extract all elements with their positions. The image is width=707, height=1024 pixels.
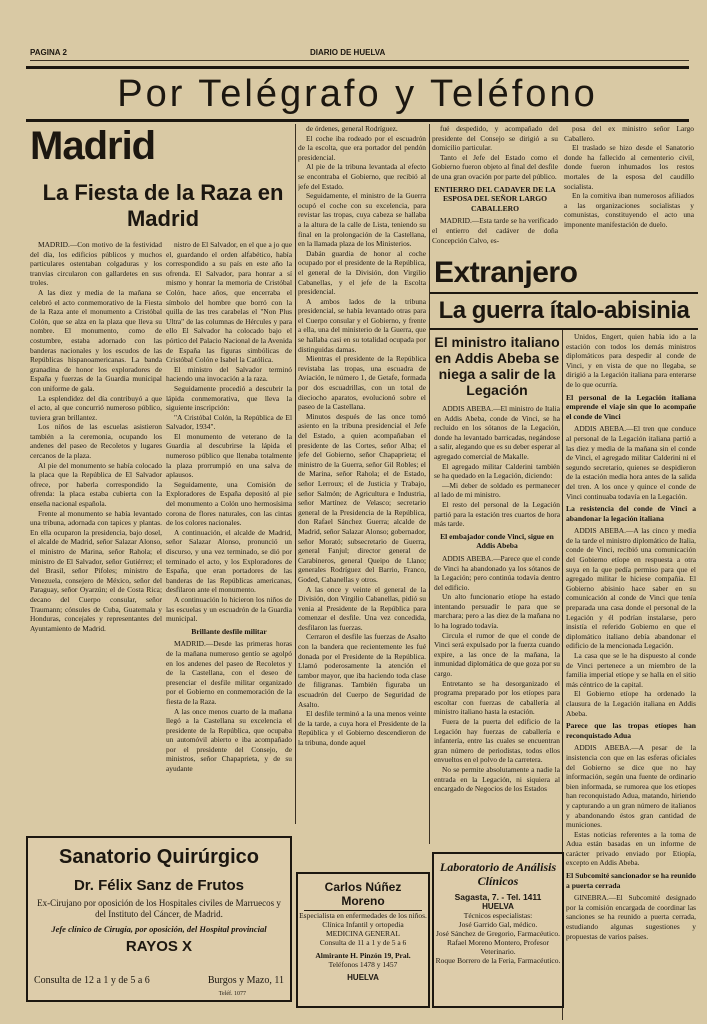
paragraph: MADRID.—Desde las primeras horas de la mañana numeroso gentío se agolpó en los andenes del paseo de Recoletos y de la Castellana, con el deseo de presenciar el desfile militar organizado por el Gobierno en conmemoración de la fiesta de la Raza. [166, 639, 292, 706]
paragraph: A continuación, el alcalde de Madrid, señor Salazar Alonso, pronunció un discurso, y una vez terminado, se dió por terminado el acto, y los Exploradores de España, que eran portadores de las banderas de las Repúblicas americanas, desfilaron ante el monumento. [166, 527, 292, 595]
paragraph: Frente al monumento se había levantado una tribuna, adornada con tapices y plantas. En ella ocuparon la presidencia, bajo dosel, el alcalde de Madrid, señor Salazar Alonso, el ministro de Marina, señor Rahola; el ministro de El Salvador, señor Gutiérrez; el del Brasil, señor Pifoles; ministro de Venezuela, consejero de México, señor del Paraguay, señor Oyarzún; el de Costa Rica; decano del Cuerpo consular, señor Traumann; cónsules de Cuba, Guatemala y Honduras, concejales y representantes del Ayuntamiento de Madrid. [30, 508, 162, 633]
paragraph: de órdenes, general Rodríguez. [306, 124, 398, 133]
paragraph: Tanto el Jefe del Estado como el Gobierno fueron objeto al final del desfile de una gran ovación por parte del público. [432, 152, 558, 181]
ad-sanatorio-tel: Teléf. 1077 [218, 991, 246, 997]
madrid-section-title: Madrid [30, 124, 156, 168]
ad-lab-staff: Rafael Moreno Montero, Profesor Veterinario. [446, 938, 550, 956]
paragraph: Seguidamente, el ministro de la Guerra ocupó el coche con su excelencia, para revistar las tropas, cuya cabeza se hallaba a la altura de la calle de Lista, teniendo su final en la prolongación de la Castellana, en la llamada plaza de los Ministerios. [298, 191, 426, 249]
ad-carlos-line: Clínica Infantil y ortopedia [322, 920, 404, 929]
ad-lab-staff-title: Técnicos especialistas: [463, 911, 533, 920]
paragraph: Unidos, Engert, quien había ido a la estación con todos los demás ministros diplomáticos para despedir al conde de Vinci, y en vista de que no llegaba, se dirigió a la Legación italiana para enterarse de lo que ocurría. [566, 332, 696, 389]
ad-carlos-city: HUELVA [347, 973, 379, 982]
extranjero-section-title: Extranjero [434, 256, 578, 289]
guerra-headline: La guerra ítalo-abisinia [438, 297, 690, 324]
paragraph: Cerraron el desfile las fuerzas de Asalto con la bandera que recientemente les fué donada por el Presidente de la República. Llamó poderosamente la atención el tambor mayor, que iba haciendo toda clase de filigranas. También figuraba un escuadrón del Cuerpo de Seguridad de Asalto. [298, 632, 426, 709]
paragraph: El agregado militar Calderini también se ha quedado en la Legación, diciendo: [434, 461, 560, 481]
ad-lab-staff: José Sánchez de Gregorio, Farmacéutico. [435, 929, 561, 938]
paragraph: "A Cristóbal Colón, la República de El Salvador, 1934". [166, 412, 292, 432]
subheading-embajador: El embajador conde Vinci, sigue en Addis Abeba [440, 531, 554, 551]
paragraph: Al pie de la tribuna levantada al efecto se encontraba el Gobierno, que recibió al jefe del Estado. [298, 162, 426, 191]
ad-sanatorio-role: Jefe clínico de Cirugía, por oposición, del Hospital provincial [51, 924, 267, 934]
paragraph: A las diez y media de la mañana se celebró el acto conmemorativo de la Fiesta de la Raza ante el monumento a Cristóbal Colón, que se alza en la plaza que lleva su nombre. El monumento, como de costumbre, estaba adornado con las banderas nacionales y los escudos de las Repúblicas hispanoamericanas. La banda granadina de honor los exploradores de España y fuerzas de la Guardia municipal con uniforme de gala. [30, 287, 162, 393]
ad-carlos-address: Almirante H. Pinzón 19, Pral. [315, 951, 411, 960]
subheading-adua: Parece que las tropas etíopes han reconquistado Adua [566, 721, 696, 740]
ad-carlos-line: MEDICINA GENERAL [326, 929, 400, 938]
paragraph: Entretanto se ha desorganizado el programa preparado por los etíopes para escoltar con fuerzas de caballería al ministro italiano hasta la estación. [434, 678, 560, 717]
paragraph: ADDIS ABEBA.—El tren que conduce al personal de la Legación italiana partió a las diez y media de la mañana sin el conde de Vinci, el agregado militar Calderini ni el segundo secretario, quienes se despidieron de la estación media hora antes de la salida del tren. A los once y quince el conde de Vinci continuaba todavía en la Legación. [566, 424, 696, 501]
paragraph: Seguidamente, una Comisión de Exploradores de España depositó al pie del monumento a Colón uno hermosísima corona de flores naturales, con las cintas de los colores nacionales. [166, 479, 292, 528]
paragraph: ADDIS ABEBA.—El ministro de Italia en Addis Abeba, conde de Vinci, se ha recluido en los sótanos de la Legación, donde ha levantado barricadas, negándose a salir, alegando que es su deber esperar al agregado comercial de Makalle. [434, 404, 560, 461]
paragraph: Al pie del monumento se había colocado la placa que la República de El Salvador ofrece, por haberla correspondido la ofrenda: la placa estaba cubierta con la enseña nacional española. [30, 460, 162, 509]
banner-title: Por Telégrafo y Teléfono [117, 73, 598, 115]
paragraph: fué despedido, y acompañado del presidente del Consejo se dirigió a su domicilio particular. [432, 124, 558, 153]
paragraph: Minutos después de las once tomó asiento en la tribuna presidencial el Jefe del Estado, a quien acompañaban el presidente de las Cortes, señor Alba; el jefe del Gobierno, señor Chapaprieta; el ministro de la Guerra, señor Gil Robles; el de Marina, señor Rahola; el de Estado, señor Lerroux; el de Justicia y Trabajo, señor Salmón; de Agricultura e Industria, señor Martínez de Velasco; secretario general de la Presidencia de la República, don Rafael Sánchez Guerra; alcalde de Madrid, señor Salazar Alonso; gobernador, señor Morató; subsecretario de Guerra, general Fanjul; director general de Carabineros, general Queipo de Llano; generales Rodríguez del Barrio, Franco, Goded, Cabanellas y otros. [298, 411, 426, 584]
column-rule [429, 124, 430, 844]
madrid-column-4 [432, 124, 558, 248]
paragraph: GINEBRA.—El Subcomité designado por la comisión encargada de coordinar las sanciones se ha reunido a puerta cerrada, estudiando algunas sugestiones y propuestas de varios países. [566, 893, 696, 941]
ad-lab-name: Laboratorio de Análisis Clínicos [439, 860, 557, 888]
paragraph: El coche iba rodeado por el escuadrón de la escolta, que era portador del pendón presidencial. [298, 133, 426, 162]
paragraph: MADRID.—Esta tarde se ha verificado el entierro del cadáver de doña Concepción Calvo, es- [432, 216, 558, 245]
ad-sanatorio [26, 836, 292, 1002]
paragraph: ADDIS ABEBA.—Parece que el conde de Vinci ha abandonado ya los sótanos de la Legación; pero continúa todavía dentro del edificio. [434, 553, 560, 592]
ad-sanatorio-desc: Ex-Cirujano por oposición de los Hospitales civiles de Marruecos y del Instituto del Cáncer, de Madrid. [37, 898, 281, 919]
paragraph: El traslado se hizo desde el Sanatorio donde ha fallecido al cementerio civil, donde fueron inhumados los restos mortales de la esposa del caudillo socialista. [564, 143, 694, 191]
subheading-personal: El personal de la Legación italiana emprende el viaje sin que lo acompañe el conde de Vinci [566, 392, 696, 421]
paragraph: El ministro del Salvador terminó haciendo una invocación a la raza. [166, 364, 292, 384]
ad-sanatorio-address: Burgos y Mazo, 11 [207, 975, 284, 986]
ad-sanatorio-doctor: Dr. Félix Sanz de Frutos [73, 877, 245, 894]
paragraph: A ambos lados de la tribuna presidencial, se había levantado otras para el Cuerpo consular y el Gobierno, y frente a ella, una del ministerio de la Guerra, que se hallaba casi en su totalidad ocupada por distinguidas damas. [298, 296, 426, 354]
madrid-column-5 [564, 124, 694, 248]
page-number: PAGINA 2 [30, 48, 67, 57]
paragraph: A las once y veinte el general de la División, don Virgilio Cabanellas, pidió su venia al Presidente de la República para comenzar el desfile. Una vez concedida, desfilaron las fuerzas. [298, 584, 426, 632]
ad-sanatorio-rayos: RAYOS X [125, 938, 193, 955]
ad-carlos-nunez [296, 872, 430, 1008]
ad-carlos-line: Especialista en enfermedades de los niños. [299, 911, 427, 920]
paragraph: Estas noticias referentes a la toma de Adua están basadas en un informe de carácter privado enviado por Etiopía, excepto en Addis Abeba. [566, 829, 696, 868]
guerra-headline-box [430, 292, 698, 330]
subheading-subcomite: El Subcomité sancionador se ha reunido a puerta cerrada [566, 871, 696, 890]
running-head [30, 46, 689, 61]
ad-carlos-name: Carlos Núñez Moreno [304, 880, 422, 911]
paragraph: ADDIS ABEBA.—A las cinco y media de la tarde el ministro diplomático de Italia, conde de Vinci, recibió una comunicación del Gobierno etíope en respuesta a otra suya en la que pedía permiso para que el agregado militar le hiciese compañía. El Gobierno abisinio hace saber en su comunicación al conde de Vinci que tenía preparada una casa donde el personal de la Legación y él podrían instalarse, pero insistía el referido Gobierno en que el diplomático italiano debía abandonar el edificio de la mencionada Legación. [566, 526, 696, 651]
extranjero-column-1 [434, 334, 560, 844]
paragraph: Los niños de las escuelas asistieron también a la ceremonia, ocupando los andenes del paseo de Recoletos y lugares cercanos de la plaza. [30, 422, 162, 461]
paragraph: Dabán guardia de honor al coche ocupado por el presidente de la República, el general de la División, don Virgilio Cabanellas, y el jefe de la Escolta presidencial. [298, 248, 426, 297]
madrid-column-2 [166, 240, 292, 810]
ad-lab-staff: Roque Borrero de la Feria, Farmacéutico. [435, 956, 561, 965]
madrid-column-1 [30, 240, 162, 810]
section-banner [26, 66, 689, 122]
paragraph: En la comitiva iban numerosos afiliados a las organizaciones socialistas y comunistas, constituyendo el acto una imponente manifestación de duelo. [564, 191, 694, 229]
subheading-desfile: Brillante desfile militar [191, 626, 267, 636]
newspaper-name: DIARIO DE HUELVA [310, 48, 386, 57]
ad-carlos-tel: Teléfonos 1478 y 1457 [328, 960, 398, 969]
ad-lab-staff: José Garrido Gal, médico. [458, 920, 538, 929]
paragraph: El desfile terminó a la una menos veinte de la tarde, a cuya hora el Presidente de la República y el Gobierno descendieron de la tribuna, donde aquel [298, 709, 426, 747]
subheading-resistencia: La resistencia del conde de Vinci a abandonar la legación italiana [566, 504, 696, 523]
ad-lab-city: HUELVA [482, 902, 514, 911]
fiesta-headline: La Fiesta de la Raza en Madrid [42, 180, 284, 231]
paragraph: Seguidamente procedió a descubrir la lápida conmemorativa, que lleva la siguiente inscripción: [166, 383, 292, 413]
subheading-entierro: ENTIERRO DEL CADAVER DE LA ESPOSA DEL SEÑOR LARGO CABALLERO [434, 184, 556, 213]
paragraph: Circula el rumor de que el conde de Vinci será expulsado por la fuerza cuando expire, a las once de la mañana, la inmunidad diplomática de que goza por su cargo. [434, 630, 560, 679]
paragraph: —Mi deber de soldado es permanecer al lado de mi ministro. [434, 480, 560, 500]
ad-sanatorio-hours: Consulta de 12 a 1 y de 5 a 6 [34, 975, 150, 986]
ad-laboratorio [432, 852, 564, 1008]
column-rule [295, 124, 296, 824]
ad-sanatorio-footer [34, 975, 284, 986]
ad-lab-address: Sagasta, 7. - Tel. 1411 [454, 892, 542, 902]
paragraph: posa del ex ministro señor Largo Caballero. [564, 124, 694, 143]
paragraph: Fuera de la puerta del edificio de la Legación hay fuerzas de caballería e infantería, entre las cuales se encuentran gran número de periodistas, todos ellos envueltos en el polvo de la carretera. [434, 717, 560, 765]
paragraph: No se permite absolutamente a nadie la entrada en la Legación, ni siquiera al encargado de Negocios de los Estados [434, 764, 560, 794]
paragraph: Un alto funcionario etíope ha estado intentando persuadir le para que se marchara; pero a las diez de la mañana no lo ha logrado todavía. [434, 592, 560, 631]
ad-carlos-line: Consulta de 11 a 1 y de 5 a 6 [319, 938, 407, 947]
paragraph: nistro de El Salvador, en el que a jo que el, guardando el orden alfabético, había correspondido a su país en este año la ofrenda. El Salvador, para honrar a sí mismo y honrar la memoria de Cristóbal Colón, hace años, que encerraba el símbolo del hombre que borró con la quilla de las tres carabelas el "Non Plus Ultra" de las columnas de Hércules y para ello El Salvador ha colocado bajo el pórtico del Palacio Nacional de la Avenida de España las figuras simbólicas de Cristóbal Colón e Isabel la Católica. [166, 240, 292, 365]
paragraph: A continuación lo hicieron los niños de las escuelas y un escuadrón de la Guardia municipal. [166, 594, 292, 624]
paragraph: La casa que se le ha dispuesto al conde de Vinci pertenece a un miembro de la familia imperial etíope y se halla en el sitio más céntrico de la capital. [566, 651, 696, 689]
lead-headline: El ministro italiano en Addis Abeba se niega a salir de la Legación [434, 334, 560, 398]
paragraph: A las once menos cuarto de la mañana llegó a la Castellana su excelencia el presidente de la República, que ocupaba un automóvil abierto e iba acompañado por el presidente del Consejo, de ministros, señor Chapaprieta, y de su ayudante [166, 706, 292, 774]
paragraph: ADDIS ABEBA.—A pesar de la insistencia con que en las esferas oficiales del Gobierno se dice que no hay información, según una fuente de ordinario bien informada, se rumorea que los etíopes han reconquistado Adua, matando, hiriendo y capturando a un gran número de italianos y abandonando éstos gran cantidad de municiones. [566, 743, 696, 830]
paragraph: MADRID.—Con motivo de la festividad del día, los edificios públicos y muchos particulares ostentaban colgaduras y los tranvías circularon con gallardetes en sus troles. [30, 240, 162, 288]
paragraph: El resto del personal de la Legación partió para la estación tres cuartos de hora más tarde. [434, 499, 560, 529]
paragraph: El Gobierno etíope ha ordenado la clausura de la Legación italiana en Addis Abeba. [566, 689, 696, 718]
paragraph: El monumento de veterano de la Guardia al descubrirse la lápida el numeroso público que llenaba totalmente la plaza prorrumpió en una salva de aplausos. [166, 431, 292, 480]
extranjero-column-2 [566, 332, 696, 1020]
madrid-column-3 [298, 124, 426, 840]
ad-sanatorio-name: Sanatorio Quirúrgico [58, 846, 260, 868]
paragraph: La esplendidez del día contribuyó a que el acto, al que concurrió numeroso público, tuviera gran brillantez. [30, 393, 162, 422]
paragraph: Mientras el presidente de la República revistaba las tropas, una escuadra de Aviación, le número 1, de Getafe, formada por dos escuadrillas, con un total de dieciocho aparatos, evolucionó sobre el paseo de la Castellana. [298, 354, 426, 412]
